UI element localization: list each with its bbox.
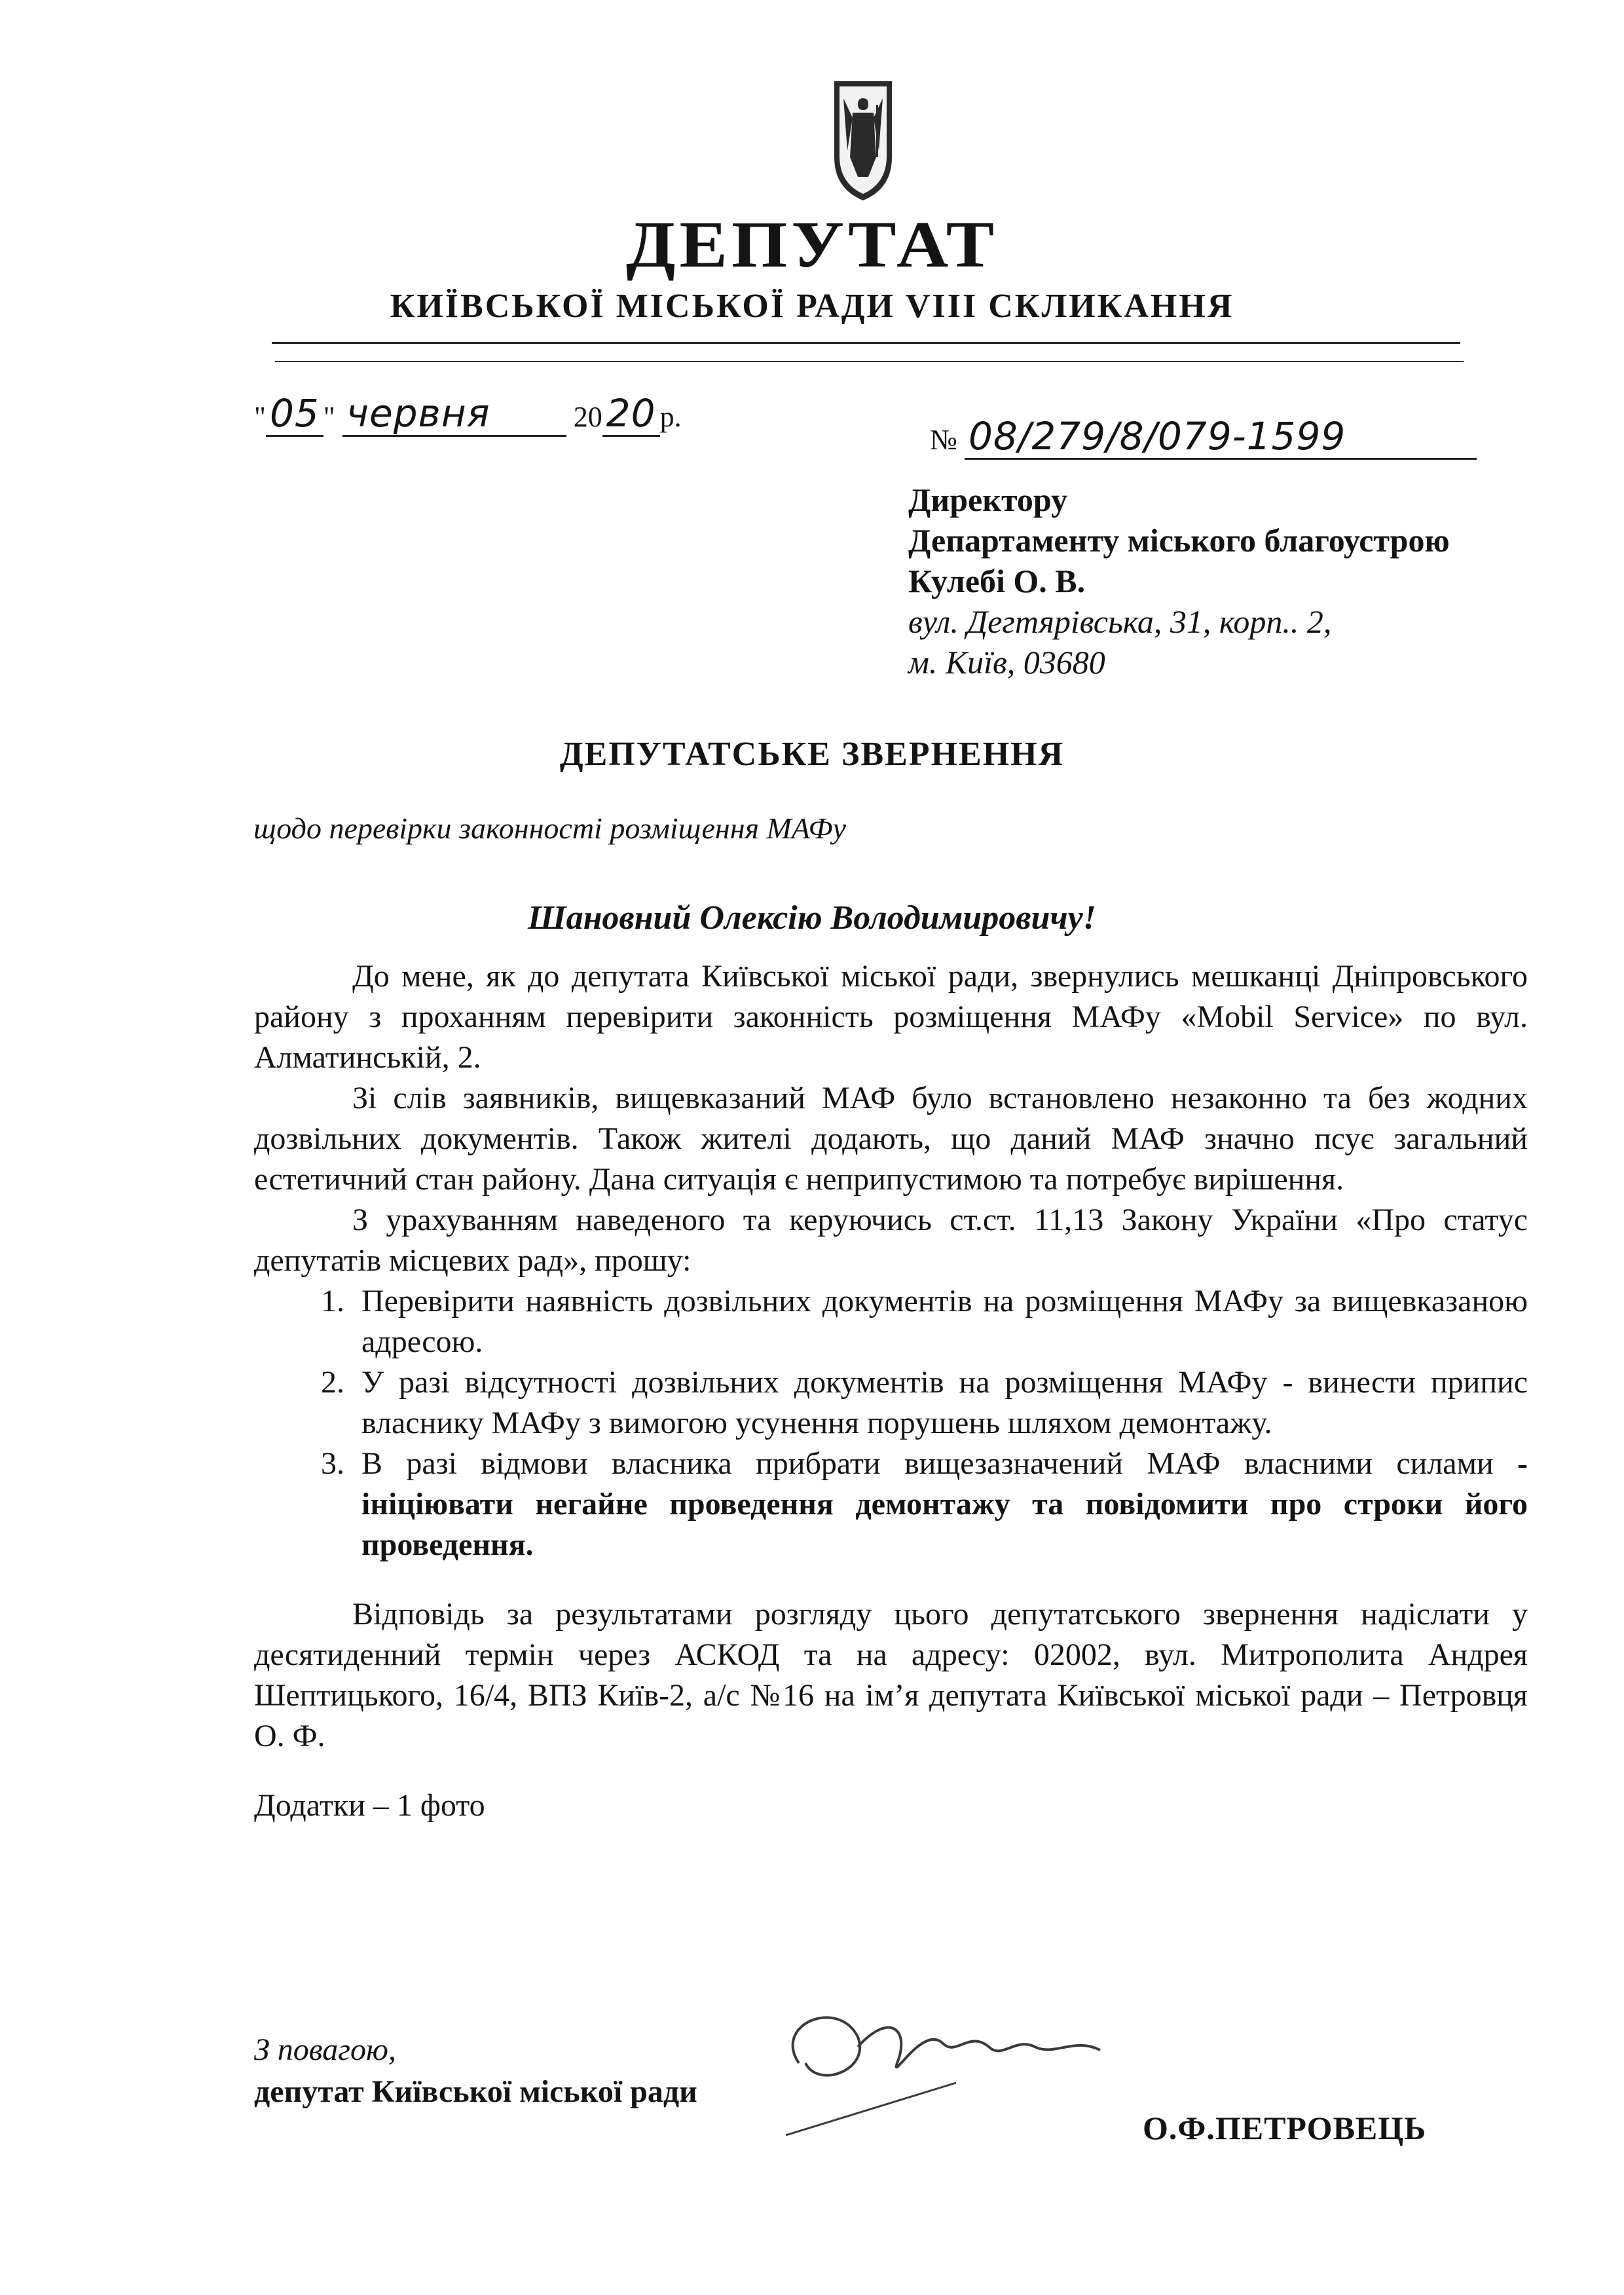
letter-body bbox=[254, 956, 1528, 1826]
request-item-2: 2. У разі відсутності дозвільних документів на розміщення МАФу - винести припис власнику МАФу з вимогою усунення порушень шляхом демонтажу. bbox=[352, 1362, 1528, 1444]
body-paragraph-4: Відповідь за результатами розгляду цього депутатського звернення надіслати у десятиденний термін через АСКОД та на адресу: 02002, вул. Митрополита Андрея Шептицького, 16/4, ВПЗ Київ-2, а/с №16 на ім’я депутата Київської міської ради – Петровця О. Ф. bbox=[254, 1597, 1528, 1753]
addressee-city: м. Київ, 03680 bbox=[908, 644, 1105, 681]
appeal-title: ДЕПУТАТСЬКЕ ЗВЕРНЕННЯ bbox=[559, 736, 1065, 773]
date-year-suffix: 20 bbox=[602, 393, 660, 437]
registration-label: № bbox=[930, 424, 957, 456]
signer-name: О.Ф.ПЕТРОВЕЦЬ bbox=[1143, 2110, 1427, 2146]
document-date: " 05 " червня 20 20 р. bbox=[254, 391, 682, 436]
kyiv-archangel-emblem-icon bbox=[830, 79, 896, 203]
header-title: ДЕПУТАТ bbox=[625, 207, 999, 282]
closing-regards: З повагою, bbox=[254, 2032, 396, 2067]
request-item-1: 1. Перевірити наявність дозвільних документів на розміщення МАФу за вищевказаною адресою. bbox=[352, 1281, 1528, 1362]
addressee-street: вул. Дегтярівська, 31, корп.. 2, bbox=[908, 603, 1332, 640]
appeal-subject: щодо перевірки законності розміщення МАФу bbox=[253, 812, 846, 845]
registration-value: 08/279/8/079-1599 bbox=[965, 416, 1477, 460]
date-year-prefix: 20 bbox=[573, 401, 602, 433]
request-list bbox=[254, 1281, 1528, 1565]
body-paragraph-1: До мене, як до депутата Київської міської ради, звернулись мешканці Дніпровського району з проханням перевірити законність розміщення МАФу «Mobil Service» по вул. Алматинській, 2. bbox=[254, 959, 1528, 1075]
closing-position: депутат Київської міської ради bbox=[254, 2074, 697, 2109]
date-year-unit: р. bbox=[659, 401, 682, 433]
date-month: червня bbox=[342, 393, 566, 437]
date-day: 05 bbox=[266, 393, 323, 437]
body-paragraph-2: Зі слів заявників, вищевказаний МАФ було встановлено незаконно та без жодних дозвільних документів. Також жителі додають, що даний МАФ значно псує загальний естетичний стан району. Дана ситуація є неприпустимою та потребує вирішення. bbox=[254, 1081, 1528, 1197]
request-item-3: 3. В разі відмови власника прибрати вищезазначений МАФ власними силами - ініціювати негайне проведення демонтажу та повідомити про строки його проведення. bbox=[352, 1444, 1528, 1565]
addressee-name: Кулебі О. В. bbox=[908, 563, 1086, 599]
header-divider-bottom bbox=[275, 361, 1464, 362]
request-item-3-emphasis: - ініціювати негайне проведення демонтажу та повідомити про строки його проведення. bbox=[361, 1446, 1528, 1562]
attachments: Додатки – 1 фото bbox=[254, 1788, 485, 1823]
addressee-department: Департаменту міського благоустрою bbox=[908, 522, 1450, 559]
addressee-position: Директору bbox=[908, 481, 1068, 518]
body-paragraph-3: З урахуванням наведеного та керуючись ст.ст. 11,13 Закону України «Про статус депутатів місцевих рад», прошу: bbox=[254, 1203, 1528, 1278]
header-subtitle: КИЇВСЬКОЇ МІСЬКОЇ РАДИ VIII СКЛИКАННЯ bbox=[390, 288, 1234, 325]
header-divider-top bbox=[272, 342, 1460, 344]
addressee-block bbox=[908, 479, 1596, 682]
registration-number bbox=[930, 416, 1477, 460]
closing-block bbox=[254, 2029, 697, 2113]
salutation: Шановний Олексію Володимировичу! bbox=[528, 899, 1096, 937]
handwritten-signature bbox=[760, 1985, 1153, 2161]
